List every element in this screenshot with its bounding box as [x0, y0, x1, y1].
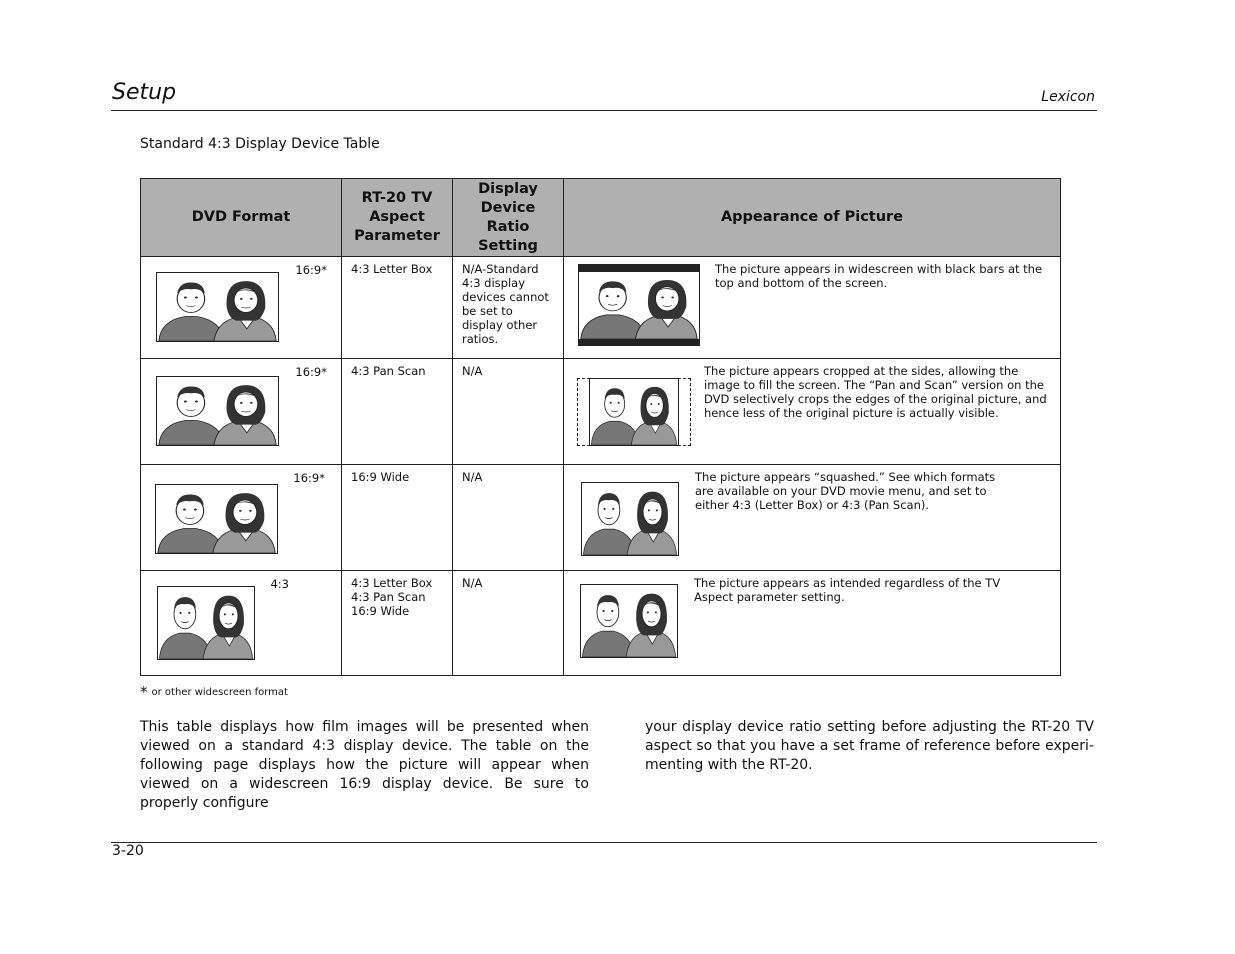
table-row — [141, 359, 1061, 465]
format-label: 16:9* — [295, 263, 327, 277]
brand-name: Lexicon — [1041, 89, 1095, 105]
footer-rule — [111, 842, 1097, 843]
body-paragraph-left: This table displays how film images will be presented when viewed on a standard 4:3 display device. The table on the following page displays how the picture will appear when viewed on a widescreen 16:9 display device. Be sure to properly configure — [140, 719, 589, 811]
table-row — [141, 257, 1061, 359]
appearance-cell — [564, 257, 1061, 359]
ratio-setting-cell: N/A-Standard 4:3 display devices cannot be set to display other ratios. — [453, 257, 564, 359]
dvd-format-cell — [141, 571, 342, 676]
display-device-table — [140, 178, 1061, 676]
format-label: 16:9* — [295, 365, 327, 379]
widescreen-image — [156, 272, 279, 342]
appearance-text: The picture appears “squashed.” See which formats are available on your DVD movie menu, and set to either 4:3 (Letter Box) or 4:3 (Pan Scan). — [695, 470, 996, 512]
header-appearance: Appearance of Picture — [564, 179, 1061, 257]
footnote-text: or other widescreen format — [151, 687, 288, 698]
standard-image — [580, 584, 678, 658]
appearance-text: The picture appears cropped at the sides, allowing the image to fill the screen. The “Pan and Scan” version on the DVD selectively crops the edges of the original picture, and hence less of the original picture is actually visible. — [704, 364, 1047, 420]
tv-aspect-cell: 4:3 Letter Box — [342, 257, 453, 359]
appearance-cell — [564, 359, 1061, 465]
widescreen-image — [156, 376, 279, 446]
footnote-star: * — [140, 683, 148, 701]
standard-image — [157, 586, 255, 660]
format-label: 4:3 — [270, 577, 289, 591]
dvd-format-cell — [141, 465, 342, 571]
footnote — [140, 683, 288, 701]
header-rule — [111, 110, 1097, 111]
appearance-text: The picture appears as intended regardless of the TV Aspect parameter setting. — [694, 576, 1001, 604]
body-paragraph-right: your display device ratio setting before adjusting the RT-20 TV aspect so that you have a set frame of reference before experi-menting with the RT-20. — [645, 719, 1094, 773]
dvd-format-cell — [141, 359, 342, 465]
ratio-setting-cell: N/A — [453, 465, 564, 571]
tv-aspect-cell: 4:3 Letter Box 4:3 Pan Scan 16:9 Wide — [342, 571, 453, 676]
table-row — [141, 571, 1061, 676]
ratio-setting-cell: N/A — [453, 571, 564, 676]
page-number: 3-20 — [112, 843, 144, 859]
letterbox-image — [578, 264, 700, 346]
squashed-image — [581, 482, 679, 556]
pan-scan-image — [589, 378, 679, 446]
section-title: Setup — [112, 80, 177, 105]
header-tv-aspect: RT-20 TV Aspect Parameter — [342, 179, 453, 257]
table-row — [141, 465, 1061, 571]
ratio-setting-cell: N/A — [453, 359, 564, 465]
table-header-row — [141, 179, 1061, 257]
dvd-format-cell — [141, 257, 342, 359]
table-caption: Standard 4:3 Display Device Table — [140, 136, 380, 152]
appearance-cell — [564, 571, 1061, 676]
widescreen-image — [155, 484, 278, 554]
header-dvd-format: DVD Format — [141, 179, 342, 257]
appearance-text: The picture appears in widescreen with black bars at the top and bottom of the screen. — [715, 262, 1043, 290]
tv-aspect-cell: 16:9 Wide — [342, 465, 453, 571]
header-ratio-setting: Display Device Ratio Setting — [453, 179, 564, 257]
tv-aspect-cell: 4:3 Pan Scan — [342, 359, 453, 465]
format-label: 16:9* — [293, 471, 325, 485]
appearance-cell — [564, 465, 1061, 571]
